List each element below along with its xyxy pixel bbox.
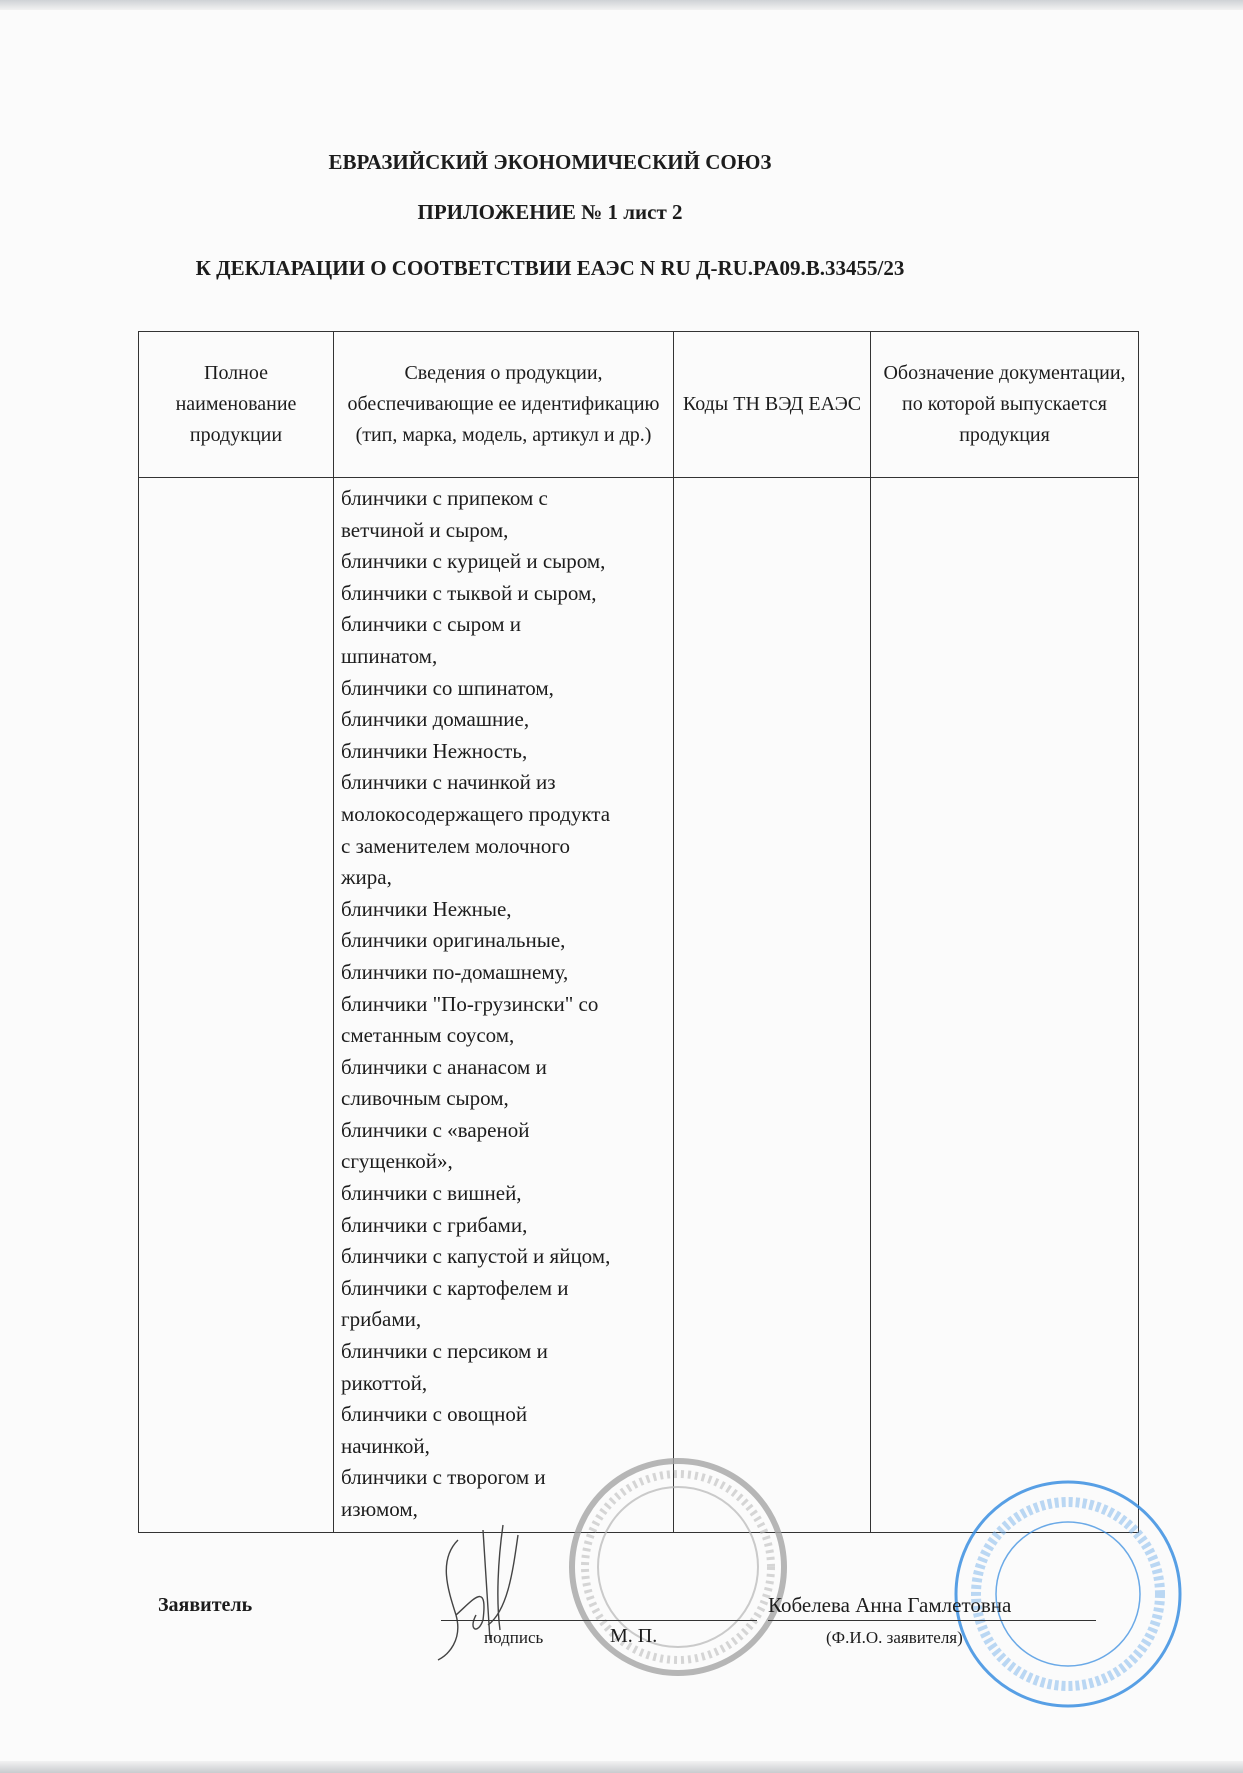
column-header-codes: Коды ТН ВЭД ЕАЭС: [674, 332, 871, 478]
product-line: блинчики по-домашнему,: [341, 959, 569, 984]
scan-edge-bottom: [0, 1761, 1243, 1773]
union-title: ЕВРАЗИЙСКИЙ ЭКОНОМИЧЕСКИЙ СОЮЗ: [328, 150, 772, 174]
product-line: сгущенкой»,: [341, 1149, 453, 1174]
product-line: блинчики с сыром и: [341, 612, 521, 637]
product-line: блинчики "По-грузински" со: [341, 991, 599, 1016]
cell-codes: [674, 478, 871, 1533]
signature-caption: подпись: [484, 1628, 544, 1647]
column-header-name: Полное наименование продукции: [139, 332, 334, 478]
product-line: сметанным соусом,: [341, 1023, 515, 1048]
applicant-name: Кобелева Анна Гамлетовна: [768, 1593, 1012, 1617]
product-line: шпинатом,: [341, 643, 438, 668]
product-line: рикоттой,: [341, 1370, 428, 1395]
product-line: блинчики с творогом и: [341, 1465, 546, 1490]
product-line: с заменителем молочного: [341, 833, 570, 858]
signature-line: [441, 1620, 757, 1621]
product-line: блинчики с припеком с: [341, 486, 548, 510]
appendix-title: ПРИЛОЖЕНИЕ № 1 лист 2: [417, 200, 683, 224]
table-header-row: [139, 332, 1139, 478]
product-line: блинчики с тыквой и сыром,: [341, 580, 597, 605]
name-caption: (Ф.И.О. заявителя): [826, 1628, 963, 1647]
cell-info: [334, 478, 674, 1533]
product-line: блинчики с картофелем и: [341, 1275, 569, 1300]
product-line: блинчики с курицей и сыром,: [341, 549, 606, 574]
product-line: блинчики с персиком и: [341, 1339, 548, 1364]
product-line: блинчики с овощной: [341, 1402, 528, 1427]
product-line: блинчики с ананасом и: [341, 1054, 547, 1079]
applicant-label: Заявитель: [158, 1594, 253, 1616]
product-line: изюмом,: [341, 1497, 418, 1521]
product-line: блинчики Нежность,: [341, 738, 528, 763]
product-list: [335, 479, 672, 1526]
product-line: блинчики домашние,: [341, 707, 530, 732]
cell-docs: [871, 478, 1139, 1533]
product-line: блинчики со шпинатом,: [341, 675, 554, 700]
product-line: блинчики с капустой и яйцом,: [341, 1244, 611, 1269]
product-line: блинчики с грибами,: [341, 1212, 528, 1237]
product-line: ветчиной и сыром,: [341, 517, 509, 542]
cell-name: [139, 478, 334, 1533]
products-table: [138, 331, 1139, 1533]
product-line: молокосодержащего продукта: [341, 801, 611, 826]
scan-edge-top: [0, 0, 1243, 10]
product-line: блинчики с «вареной: [341, 1117, 530, 1142]
product-line: сливочным сыром,: [341, 1086, 509, 1111]
product-line: начинкой,: [341, 1433, 430, 1458]
column-header-docs: Обозначение документации, по которой выпускается продукция: [871, 332, 1139, 478]
column-header-info: Сведения о продукции, обеспечивающие ее идентификацию (тип, марка, модель, артикул и др.): [334, 332, 674, 478]
seal-caption: М. П.: [610, 1625, 658, 1647]
table-row: [139, 478, 1139, 1533]
name-line: [768, 1620, 1096, 1621]
product-line: грибами,: [341, 1307, 422, 1332]
grey-company-seal: [566, 1455, 791, 1680]
product-line: блинчики оригинальные,: [341, 928, 566, 953]
product-line: блинчики с начинкой из: [341, 770, 556, 795]
product-line: блинчики с вишней,: [341, 1181, 522, 1206]
declaration-title: К ДЕКЛАРАЦИИ О СООТВЕТСТВИИ ЕАЭС N RU Д-RU.PA09.B.33455/23: [195, 256, 905, 280]
product-line: блинчики Нежные,: [341, 896, 512, 921]
product-line: жира,: [341, 865, 392, 890]
